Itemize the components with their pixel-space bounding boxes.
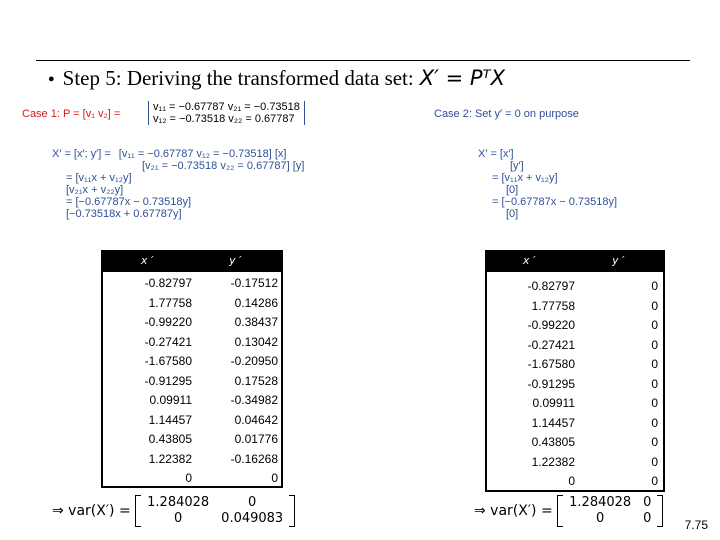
table-cell: 0 xyxy=(651,298,658,313)
table-cell: -0.16268 xyxy=(230,451,278,466)
table-cell: -0.82797 xyxy=(527,279,575,293)
table-cell: -0.91295 xyxy=(144,373,192,388)
table-cell: 0.43805 xyxy=(148,432,192,446)
case2-line2: = [v₁₁x + v₁₂y] xyxy=(492,172,558,184)
table-cell: 0.38437 xyxy=(234,315,278,329)
table-cell: -0.17512 xyxy=(230,276,278,290)
table2-header-y: y′ xyxy=(612,254,626,267)
case1-line1-lhs: X′ = [x′; y′] = xyxy=(52,148,111,160)
var1-m21: 0 xyxy=(174,511,183,526)
table-cell: 1.14457 xyxy=(148,412,192,427)
table1-body xyxy=(103,272,281,486)
table-cell: 1.77758 xyxy=(531,298,575,313)
case1-line2: = [v₁₁x + v₁₂y] xyxy=(66,172,132,184)
table-cell: 0.43805 xyxy=(531,435,575,449)
table1-header-y: y′ xyxy=(229,254,243,267)
var2-m22: 0 xyxy=(643,511,652,526)
case1-line3: [v₂₁x + v₂₂y] xyxy=(66,184,124,196)
table-cell: 0 xyxy=(651,376,658,391)
table-cell: 1.77758 xyxy=(148,295,192,310)
table-cell: 0 xyxy=(651,357,658,371)
table-cell: 0 xyxy=(651,337,658,352)
table-cell: -0.34982 xyxy=(230,393,278,407)
case1-label-text: Case 1: P = [v₁ v₂] = xyxy=(22,108,121,120)
table2-body xyxy=(487,272,663,490)
table1-header-x: x′ xyxy=(141,254,155,267)
table2-x-column xyxy=(487,277,575,492)
table-cell: -1.67580 xyxy=(527,357,575,371)
table-cell: -0.27421 xyxy=(144,334,192,349)
table1 xyxy=(101,250,283,488)
var1-m22: 0.049083 xyxy=(221,511,284,526)
variance-case1-matrix xyxy=(135,495,295,527)
title-text: Step 5: Deriving the transformed data set: xyxy=(62,66,414,90)
table1-x-column xyxy=(103,274,192,489)
case2-label-text: Case 2: Set y′ = 0 on purpose xyxy=(434,108,579,120)
table-cell: -0.20950 xyxy=(230,354,278,368)
table2 xyxy=(485,250,665,492)
table-cell: 0 xyxy=(651,415,658,430)
table-cell: 0.01776 xyxy=(234,432,278,446)
table-cell: -0.91295 xyxy=(527,376,575,391)
variance-case2-label: ⇒ var(X′) = xyxy=(474,503,553,519)
title-rule xyxy=(36,60,690,61)
table-cell: 0.17528 xyxy=(234,373,278,388)
table2-y-column xyxy=(576,277,658,492)
bullet-icon: ● xyxy=(48,73,55,85)
case2-line2b: [0] xyxy=(506,184,519,196)
case2-line1: X′ = [x′] xyxy=(478,148,514,160)
table-cell: -0.99220 xyxy=(527,318,575,332)
case2-line1b: [y′] xyxy=(510,160,524,172)
table2-header-x: x′ xyxy=(523,254,537,267)
variance-case2 xyxy=(474,495,663,527)
case1-derivation xyxy=(52,148,304,220)
var2-m11: 1.284028 xyxy=(569,495,632,510)
table-cell: 0.13042 xyxy=(234,334,278,349)
table-cell: 0 xyxy=(651,396,658,410)
variance-case1 xyxy=(52,495,295,527)
case2-label xyxy=(434,108,579,120)
case2-derivation xyxy=(478,148,617,220)
table-cell: 0 xyxy=(651,279,658,293)
case1-p-row1: v₁₁ = −0.67787 v₂₁ = −0.73518 xyxy=(153,101,300,113)
table-cell: 0.09911 xyxy=(149,393,192,407)
case1-p-row2: v₁₂ = −0.73518 v₂₂ = 0.67787 xyxy=(153,113,295,125)
case1-line4: = [−0.67787x − 0.73518y] xyxy=(66,196,192,208)
case1-line1-rhs2: [v₂₁ = −0.73518 v₂₂ = 0.67787] [y] xyxy=(142,160,305,172)
case1-line5: [−0.73518x + 0.67787y] xyxy=(66,208,182,220)
table-cell: 1.22382 xyxy=(148,451,192,466)
variance-case2-matrix xyxy=(557,495,663,527)
table-cell: 0 xyxy=(651,474,658,488)
case2-line3: = [−0.67787x − 0.73518y] xyxy=(492,196,618,208)
title-formula: X′ = PᵀX xyxy=(419,66,505,90)
table-cell: 1.22382 xyxy=(531,454,575,469)
case1-line1-rhs: [v₁₁ = −0.67787 v₁₂ = −0.73518] [x] xyxy=(118,148,287,160)
table-cell: 0 xyxy=(651,435,658,449)
slide-title xyxy=(48,66,505,91)
case1-p-matrix xyxy=(148,101,305,125)
case1-label xyxy=(22,108,120,120)
table-cell: 1.14457 xyxy=(531,415,575,430)
var1-m11: 1.284028 xyxy=(147,495,210,510)
table1-header xyxy=(101,250,283,272)
var2-m21: 0 xyxy=(596,511,605,526)
table-cell: 0 xyxy=(651,454,658,469)
table-cell: 0 xyxy=(185,471,192,485)
table-cell: 0 xyxy=(271,471,278,485)
table-cell: 0.09911 xyxy=(532,396,575,410)
table1-y-column xyxy=(193,274,278,489)
table-cell: 0.14286 xyxy=(234,295,278,310)
table-cell: -1.67580 xyxy=(144,354,192,368)
page-number: 7.75 xyxy=(684,518,708,532)
variance-case1-label: ⇒ var(X′) = xyxy=(52,503,131,519)
case2-line3b: [0] xyxy=(506,208,519,220)
table-cell: -0.27421 xyxy=(527,337,575,352)
table-cell: 0 xyxy=(651,318,658,332)
table-cell: -0.99220 xyxy=(144,315,192,329)
table-cell: -0.82797 xyxy=(144,276,192,290)
var1-m12: 0 xyxy=(248,495,257,510)
var2-m12: 0 xyxy=(643,495,652,510)
table2-header xyxy=(485,250,665,272)
table-cell: 0 xyxy=(568,474,575,488)
table-cell: 0.04642 xyxy=(234,412,278,427)
